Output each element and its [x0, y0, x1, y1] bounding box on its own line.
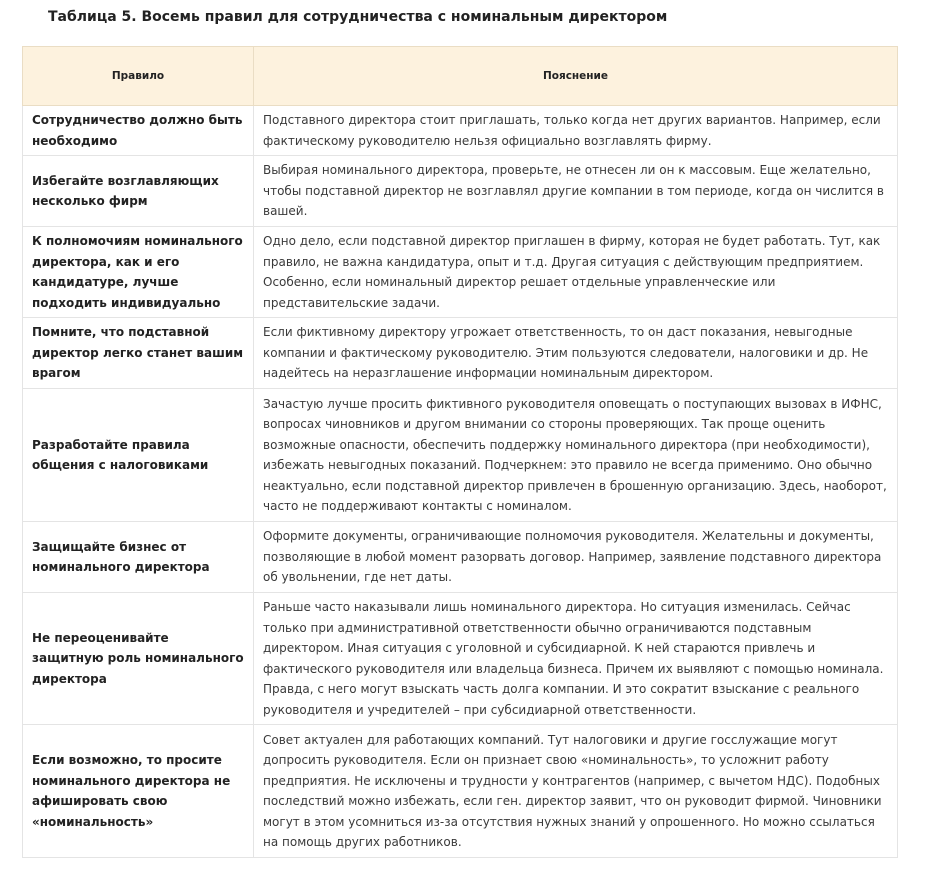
rule-cell: Защищайте бизнес от номинального директора: [23, 522, 254, 593]
explanation-cell: Если фиктивному директору угрожает ответственность, то он даст показания, невыгодные компании и фактическому руководителю. Этим пользуются следователи, налоговики и др. Не надейтесь на неразглашение информации номинальным директором.: [254, 318, 898, 389]
explanation-cell: Выбирая номинального директора, проверьте, не отнесен ли он к массовым. Еще желательно, чтобы подставной директор не возглавлял другие компании в том периоде, когда он числится в вашей.: [254, 156, 898, 227]
table-row: [23, 156, 898, 227]
table-header-row: [23, 47, 898, 106]
rule-cell: К полномочиям номинального директора, как и его кандидатуре, лучше подходить индивидуально: [23, 227, 254, 318]
rule-cell: Разработайте правила общения с налоговиками: [23, 389, 254, 522]
table-row: [23, 318, 898, 389]
table-row: [23, 106, 898, 156]
table-row: [23, 227, 898, 318]
explanation-cell: Раньше часто наказывали лишь номинального директора. Но ситуация изменилась. Сейчас только при административной ответственности обычно ограничиваются подставным директором. Иная ситуация с уголовной и субсидиарной. К ней стараются привлечь и фактического руководителя или владельца бизнеса. Причем их выявляют с помощью номинала. Правда, с него могут взыскать часть долга компании. И это сократит взыскание с реального руководителя и учредителей – при субсидиарной ответственности.: [254, 593, 898, 725]
rule-cell: Сотрудничество должно быть необходимо: [23, 106, 254, 156]
explanation-cell: Зачастую лучше просить фиктивного руководителя оповещать о поступающих вызовах в ИФНС, вопросах чиновников и другом внимании со стороны проверяющих. Так проще оценить возможные опасности, обеспечить поддержку номинального директора (при необходимости), избежать невыгодных показаний. Подчеркнем: это правило не всегда применимо. Оно обычно неактуально, если подставной директор привлечен в брошенную организацию. Здесь, наоборот, часто не поддерживают контакты с номиналом.: [254, 389, 898, 522]
header-rule: Правило: [23, 47, 254, 106]
rule-cell: Избегайте возглавляющих несколько фирм: [23, 156, 254, 227]
explanation-cell: Совет актуален для работающих компаний. Тут налоговики и другие госслужащие могут допросить руководителя. Если он признает свою «номинальность», то усложнит работу предприятия. Не исключены и трудности у контрагентов (например, с вычетом НДС). Подобных последствий можно избежать, если ген. директор заявит, что он руководит фирмой. Чиновники могут в этом усомниться из-за отсутствия нужных знаний у опрошенного. Но можно ссылаться на помощь других работников.: [254, 725, 898, 858]
table-caption: Таблица 5. Восемь правил для сотрудничества с номинальным директором: [48, 9, 668, 25]
header-explanation: Пояснение: [254, 47, 898, 106]
explanation-cell: Подставного директора стоит приглашать, только когда нет других вариантов. Например, если фактическому руководителю нельзя официально возглавлять фирму.: [254, 106, 898, 156]
rules-table: [22, 46, 898, 858]
table-row: [23, 389, 898, 522]
table-row: [23, 593, 898, 725]
table-row: [23, 725, 898, 858]
rule-cell: Если возможно, то просите номинального директора не афишировать свою «номинальность»: [23, 725, 254, 858]
rule-cell: Не переоценивайте защитную роль номинального директора: [23, 593, 254, 725]
explanation-cell: Одно дело, если подставной директор приглашен в фирму, которая не будет работать. Тут, как правило, не важна кандидатура, опыт и т.д. Другая ситуация с действующим предприятием. Особенно, если номинальный директор решает отдельные управленческие или представительские задачи.: [254, 227, 898, 318]
explanation-cell: Оформите документы, ограничивающие полномочия руководителя. Желательны и документы, позволяющие в любой момент разорвать договор. Например, заявление подставного директора об увольнении, где нет даты.: [254, 522, 898, 593]
table-row: [23, 522, 898, 593]
rule-cell: Помните, что подставной директор легко станет вашим врагом: [23, 318, 254, 389]
